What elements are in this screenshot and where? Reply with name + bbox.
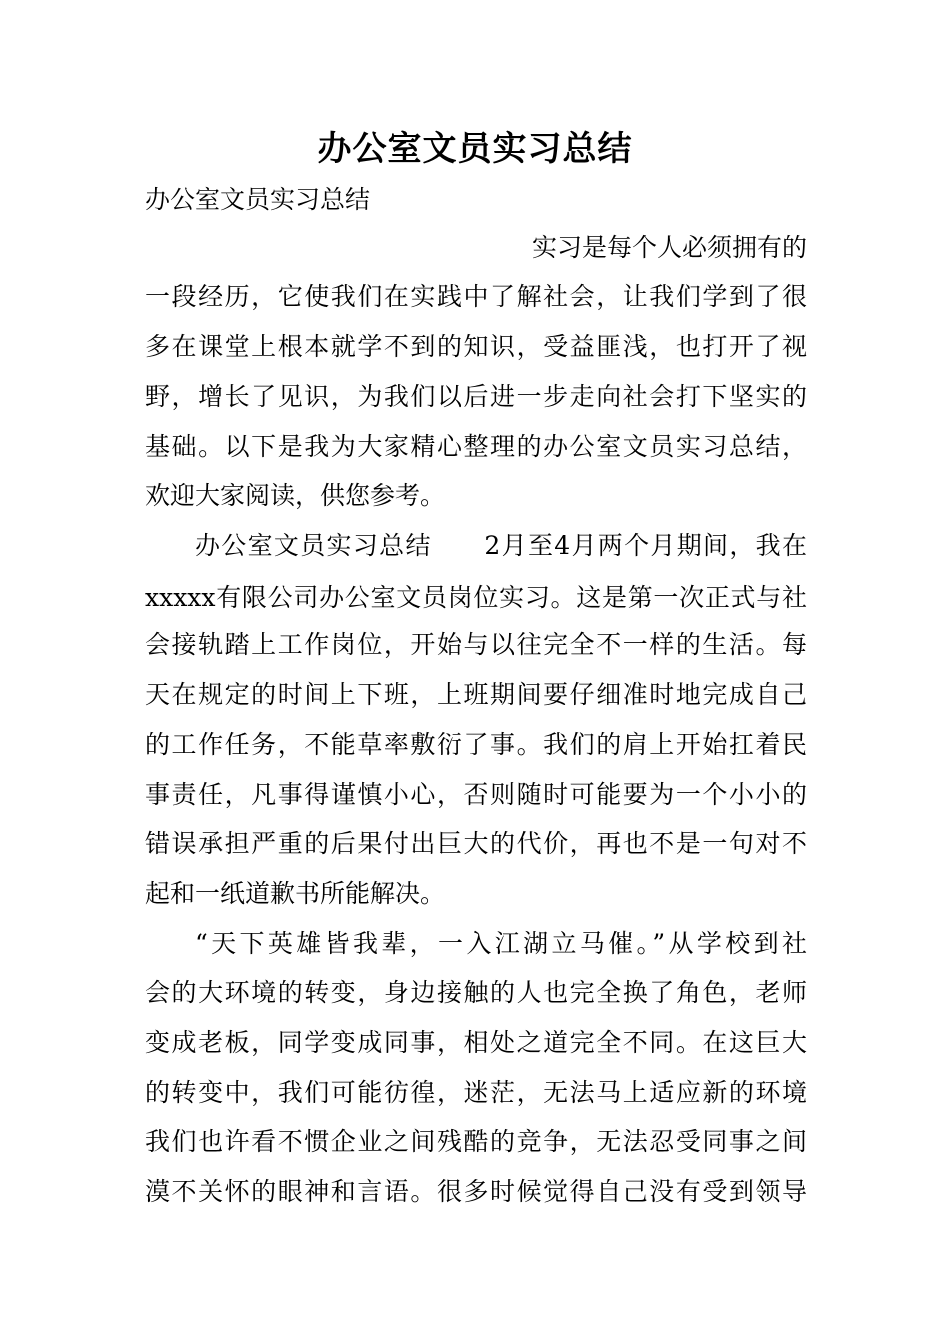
paragraph-line: 会的大环境的转变，身边接触的人也完全换了角色，老师 bbox=[145, 978, 807, 1007]
paragraph-line: 事责任，凡事得谨慎小心，否则随时可能要为一个小小的 bbox=[145, 780, 807, 809]
paragraph-line: xxxxx有限公司办公室文员岗位实习。这是第一次正式与社 bbox=[145, 583, 807, 612]
paragraph-line: 实习是每个人必须拥有的 bbox=[531, 233, 807, 262]
paragraph-line: 一段经历，它使我们在实践中了解社会，让我们学到了很 bbox=[145, 282, 807, 311]
paragraph-line: 起和一纸道歉书所能解决。 bbox=[145, 879, 446, 908]
paragraph-line: 欢迎大家阅读，供您参考。 bbox=[145, 481, 446, 510]
paragraph-line: 野，增长了见识，为我们以后进一步走向社会打下坚实的 bbox=[145, 382, 807, 411]
paragraph-line: 办公室文员实习总结 2月至4月两个月期间，我在 bbox=[195, 531, 807, 560]
paragraph-line: “天下英雄皆我辈，一入江湖立马催。”从学校到社 bbox=[195, 929, 807, 958]
paragraph-line: 多在课堂上根本就学不到的知识，受益匪浅，也打开了视 bbox=[145, 332, 807, 361]
paragraph-line: 变成老板，同学变成同事，相处之道完全不同。在这巨大 bbox=[145, 1028, 807, 1057]
document-subtitle: 办公室文员实习总结 bbox=[145, 185, 371, 214]
paragraph-line: 的转变中，我们可能彷徨，迷茫，无法马上适应新的环境 bbox=[145, 1078, 807, 1107]
paragraph-line: 漠不关怀的眼神和言语。很多时候觉得自己没有受到领导 bbox=[145, 1177, 807, 1206]
paragraph-line: 会接轨踏上工作岗位，开始与以往完全不一样的生活。每 bbox=[145, 630, 807, 659]
paragraph-line: 基础。以下是我为大家精心整理的办公室文员实习总结， bbox=[145, 432, 807, 461]
paragraph-line: 的工作任务，不能草率敷衍了事。我们的肩上开始扛着民 bbox=[145, 730, 807, 759]
paragraph-line: 天在规定的时间上下班，上班期间要仔细准时地完成自己 bbox=[145, 680, 807, 709]
document-title: 办公室文员实习总结 bbox=[317, 129, 633, 169]
paragraph-line: 我们也许看不惯企业之间残酷的竞争，无法忍受同事之间 bbox=[145, 1127, 807, 1156]
paragraph-line: 错误承担严重的后果付出巨大的代价，再也不是一句对不 bbox=[145, 829, 807, 858]
